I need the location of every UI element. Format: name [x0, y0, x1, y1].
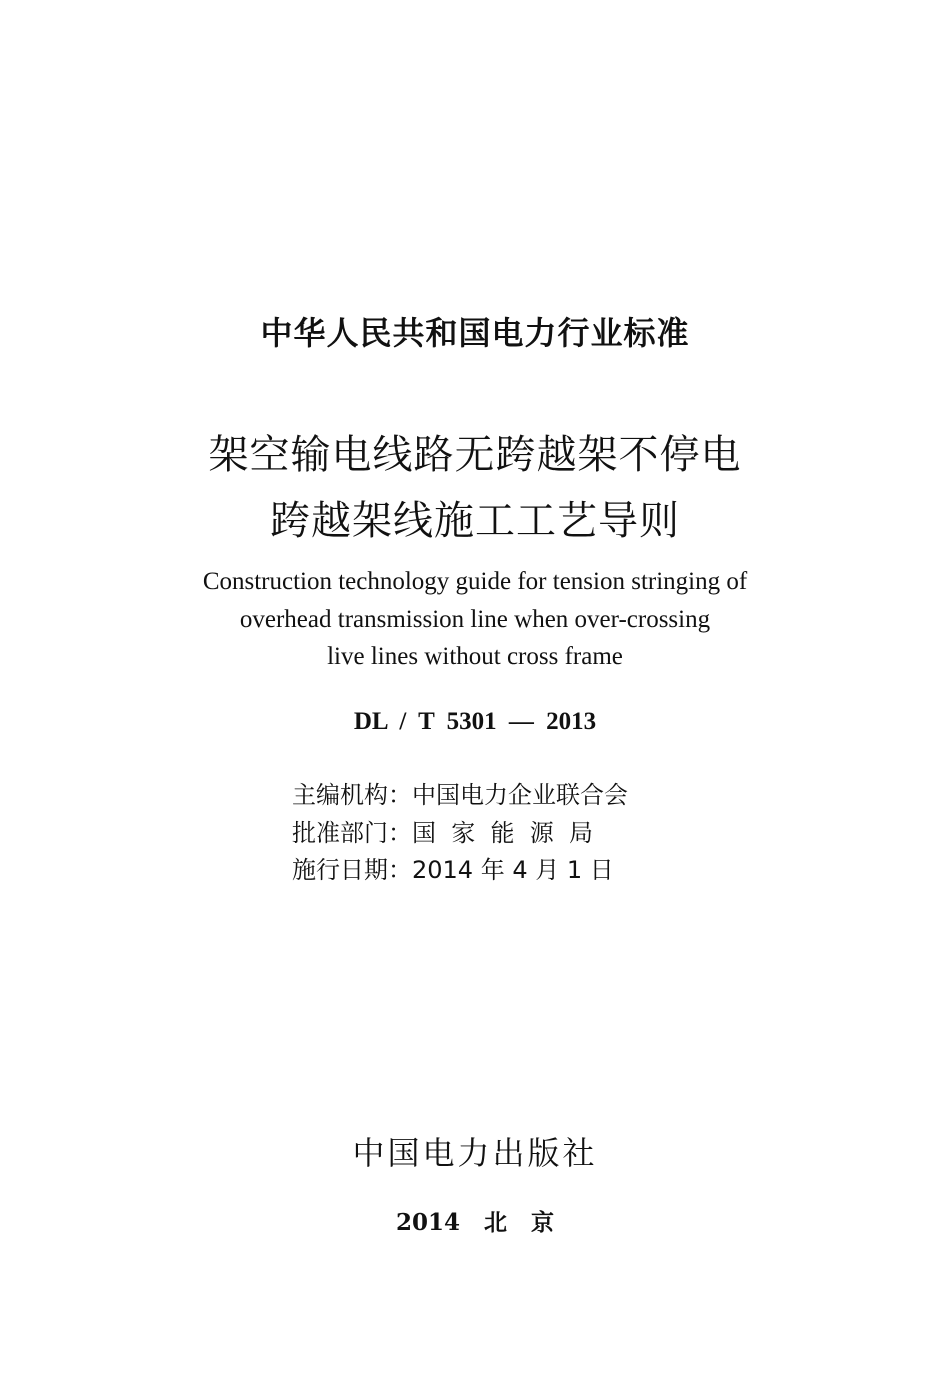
chinese-title-line-2: 跨越架线施工工艺导则 [270, 498, 680, 544]
editor-organization: 主编机构：中国电力企业联合会 [292, 781, 628, 809]
standard-category: 中华人民共和国电力行业标准 [260, 314, 690, 352]
chinese-title-line-1: 架空输电线路无跨越架不停电 [208, 432, 742, 478]
english-title-line-3: live lines without cross frame [327, 643, 623, 670]
publisher: 中国电力出版社 [352, 1134, 598, 1172]
standard-code: DL / T 5301 — 2013 [353, 708, 597, 735]
english-title-line-2: overhead transmission line when over-crossing [239, 606, 711, 633]
english-title-line-1: Construction technology guide for tension stringing of [202, 568, 748, 595]
effective-date: 施行日期：2014 年 4 月 1 日 [292, 856, 614, 884]
publication-place-year: 2014 北 京 [395, 1209, 555, 1236]
approval-department: 批准部门：国 家 能 源 局 [292, 819, 594, 847]
